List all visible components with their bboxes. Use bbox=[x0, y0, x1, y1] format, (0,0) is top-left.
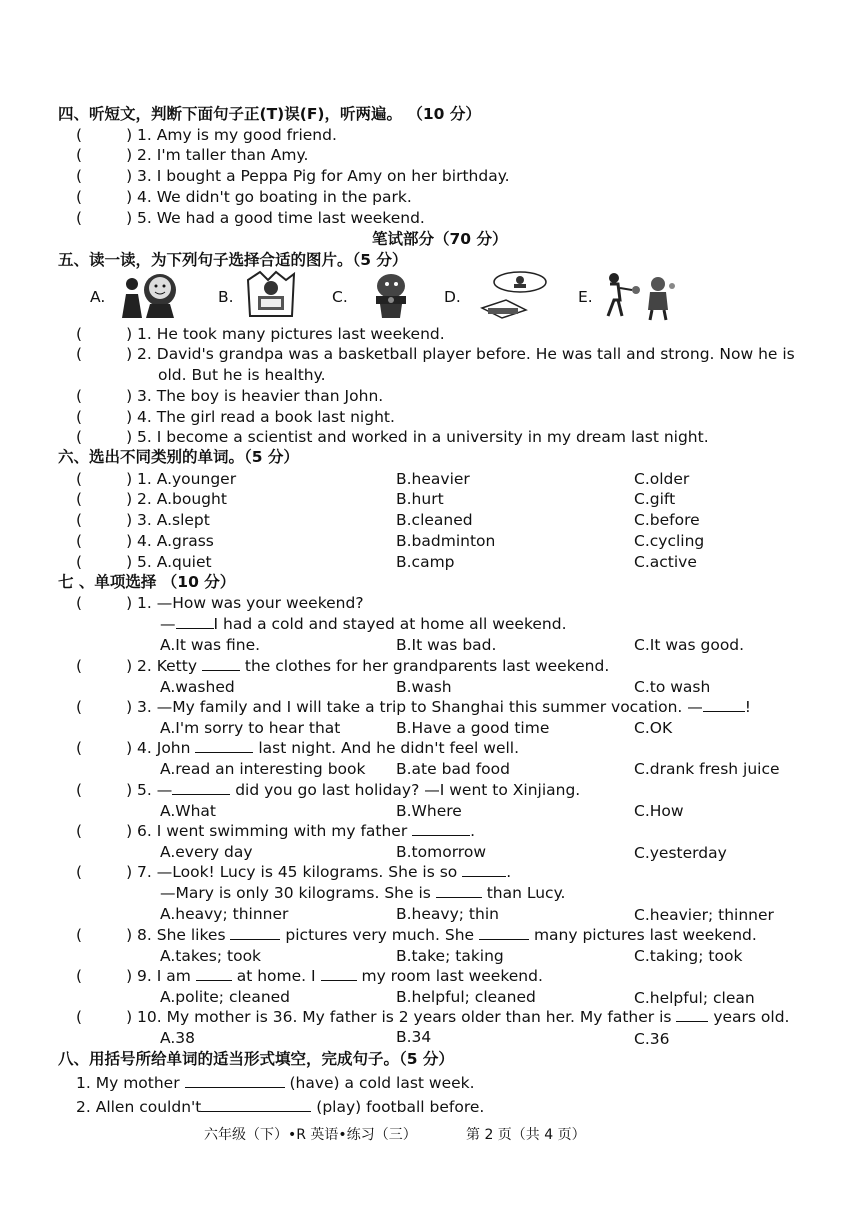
s4-item-1: ( ) 1. Amy is my good friend. bbox=[76, 126, 337, 144]
s7-q10-b: B.34 bbox=[396, 1028, 432, 1046]
s6-item-2: ( ) 2. A.bought bbox=[76, 490, 227, 508]
written-part-heading: 笔试部分（70 分） bbox=[372, 230, 508, 248]
s6-item-3-b: B.cleaned bbox=[396, 511, 473, 529]
picture-b-girl-reading bbox=[246, 270, 296, 320]
section-7-title: 七 、单项选择 （10 分） bbox=[58, 573, 236, 591]
s8-item-1: 1. My mother (have) a cold last week. bbox=[76, 1074, 475, 1092]
s4-item-3: ( ) 3. I bought a Peppa Pig for Amy on her birthday. bbox=[76, 167, 510, 185]
s7-q7-b: B.heavy; thin bbox=[396, 905, 499, 923]
s7-q8-b: B.take; taking bbox=[396, 947, 504, 965]
s7-q7-c: C.heavier; thinner bbox=[634, 906, 774, 924]
s7-q6-c: C.yesterday bbox=[634, 844, 727, 862]
s5-item-2-cont: old. But he is healthy. bbox=[158, 366, 326, 384]
s7-q8-c: C.taking; took bbox=[634, 947, 743, 965]
s6-item-4: ( ) 4. A.grass bbox=[76, 532, 214, 550]
s5-item-2: ( ) 2. David's grandpa was a basketball player before. He was tall and strong. Now he is bbox=[76, 345, 795, 363]
s7-q6-b: B.tomorrow bbox=[396, 843, 486, 861]
picture-c-photographer bbox=[366, 270, 416, 320]
s7-q5-b: B.Where bbox=[396, 802, 462, 820]
s7-q6-a: A.every day bbox=[160, 843, 253, 861]
s7-q2-a: A.washed bbox=[160, 678, 235, 696]
footer-course: 六年级（下）•R 英语•练习（三） bbox=[204, 1127, 417, 1143]
pic-label-b: B. bbox=[218, 288, 234, 306]
s7-q10-stem: ( ) 10. My mother is 36. My father is 2 years older than her. My father is years old. bbox=[76, 1008, 790, 1026]
pic-label-c: C. bbox=[332, 288, 348, 306]
s7-q7-stem: ( ) 7. —Look! Lucy is 45 kilograms. She is so . bbox=[76, 863, 512, 881]
s4-item-2: ( ) 2. I'm taller than Amy. bbox=[76, 146, 309, 164]
s7-q3-stem: ( ) 3. —My family and I will take a trip to Shanghai this summer vocation. — ! bbox=[76, 698, 751, 716]
s7-q1-c: C.It was good. bbox=[634, 636, 745, 654]
s7-q9-b: B.helpful; cleaned bbox=[396, 988, 536, 1006]
footer-page-number: 第 2 页（共 4 页） bbox=[466, 1127, 586, 1143]
s7-q2-c: C.to wash bbox=[634, 678, 711, 696]
s6-item-3-c: C.before bbox=[634, 511, 700, 529]
s7-q5-a: A.What bbox=[160, 802, 216, 820]
picture-d-scientist-dream bbox=[476, 270, 552, 322]
s7-q3-b: B.Have a good time bbox=[396, 719, 550, 737]
s7-q1-b: B.It was bad. bbox=[396, 636, 497, 654]
s6-item-4-b: B.badminton bbox=[396, 532, 496, 550]
s7-q4-b: B.ate bad food bbox=[396, 760, 510, 778]
s7-q1-stem: ( ) 1. —How was your weekend? bbox=[76, 594, 364, 612]
s5-item-4: ( ) 4. The girl read a book last night. bbox=[76, 408, 395, 426]
s7-q4-a: A.read an interesting book bbox=[160, 760, 366, 778]
s6-item-4-c: C.cycling bbox=[634, 532, 705, 550]
section-4-title: 四、听短文，判断下面句子正(T)误(F)，听两遍。 （10 分） bbox=[58, 105, 481, 123]
s7-q9-c: C.helpful; clean bbox=[634, 989, 755, 1007]
s5-item-5: ( ) 5. I become a scientist and worked in a university in my dream last night. bbox=[76, 428, 709, 446]
s4-item-4: ( ) 4. We didn't go boating in the park. bbox=[76, 188, 412, 206]
section-8-title: 八、用括号所给单词的适当形式填空，完成句子。（5 分） bbox=[58, 1050, 454, 1068]
s7-q5-stem: ( ) 5. — did you go last holiday? —I went to Xinjiang. bbox=[76, 781, 581, 799]
s6-item-2-c: C.gift bbox=[634, 490, 676, 508]
s7-q5-c: C.How bbox=[634, 802, 684, 820]
s6-item-1-c: C.older bbox=[634, 470, 690, 488]
s5-item-1: ( ) 1. He took many pictures last weekend. bbox=[76, 325, 445, 343]
pic-label-d: D. bbox=[444, 288, 461, 306]
s7-q1-line2: — I had a cold and stayed at home all weekend. bbox=[160, 615, 567, 633]
s6-item-1-b: B.heavier bbox=[396, 470, 470, 488]
section-5-title: 五、读一读，为下列句子选择合适的图片。（5 分） bbox=[58, 251, 408, 269]
s7-q6-stem: ( ) 6. I went swimming with my father . bbox=[76, 822, 476, 840]
s7-q7-a: A.heavy; thinner bbox=[160, 905, 289, 923]
s7-q9-a: A.polite; cleaned bbox=[160, 988, 291, 1006]
s7-q2-b: B.wash bbox=[396, 678, 452, 696]
pic-label-a: A. bbox=[90, 288, 106, 306]
s7-q10-a: A.38 bbox=[160, 1029, 195, 1047]
s6-item-2-b: B.hurt bbox=[396, 490, 444, 508]
s4-item-5: ( ) 5. We had a good time last weekend. bbox=[76, 209, 425, 227]
s5-item-3: ( ) 3. The boy is heavier than John. bbox=[76, 387, 384, 405]
s7-q3-a: A.I'm sorry to hear that bbox=[160, 719, 341, 737]
s7-q4-stem: ( ) 4. John last night. And he didn't feel well. bbox=[76, 739, 520, 757]
s7-q7-line2: —Mary is only 30 kilograms. She is than Lucy. bbox=[160, 884, 566, 902]
picture-a-two-people bbox=[118, 272, 180, 320]
s6-item-5-c: C.active bbox=[634, 553, 697, 571]
s7-q4-c: C.drank fresh juice bbox=[634, 760, 780, 778]
s7-q9-stem: ( ) 9. I am at home. I my room last weekend. bbox=[76, 967, 543, 985]
s7-q8-a: A.takes; took bbox=[160, 947, 262, 965]
s6-item-1: ( ) 1. A.younger bbox=[76, 470, 237, 488]
s8-item-2: 2. Allen couldn't (play) football before. bbox=[76, 1098, 485, 1116]
picture-e-basketball-grandpa bbox=[602, 270, 680, 322]
section-6-title: 六、选出不同类别的单词。（5 分） bbox=[58, 448, 299, 466]
s6-item-5: ( ) 5. A.quiet bbox=[76, 553, 212, 571]
s7-q3-c: C.OK bbox=[634, 719, 673, 737]
s7-q2-stem: ( ) 2. Ketty the clothes for her grandparents last weekend. bbox=[76, 657, 610, 675]
s7-q8-stem: ( ) 8. She likes pictures very much. She many pictures last weekend. bbox=[76, 926, 757, 944]
s7-q1-a: A.It was fine. bbox=[160, 636, 261, 654]
s6-item-5-b: B.camp bbox=[396, 553, 455, 571]
pic-label-e: E. bbox=[578, 288, 593, 306]
s7-q10-c: C.36 bbox=[634, 1030, 670, 1048]
s6-item-3: ( ) 3. A.slept bbox=[76, 511, 210, 529]
